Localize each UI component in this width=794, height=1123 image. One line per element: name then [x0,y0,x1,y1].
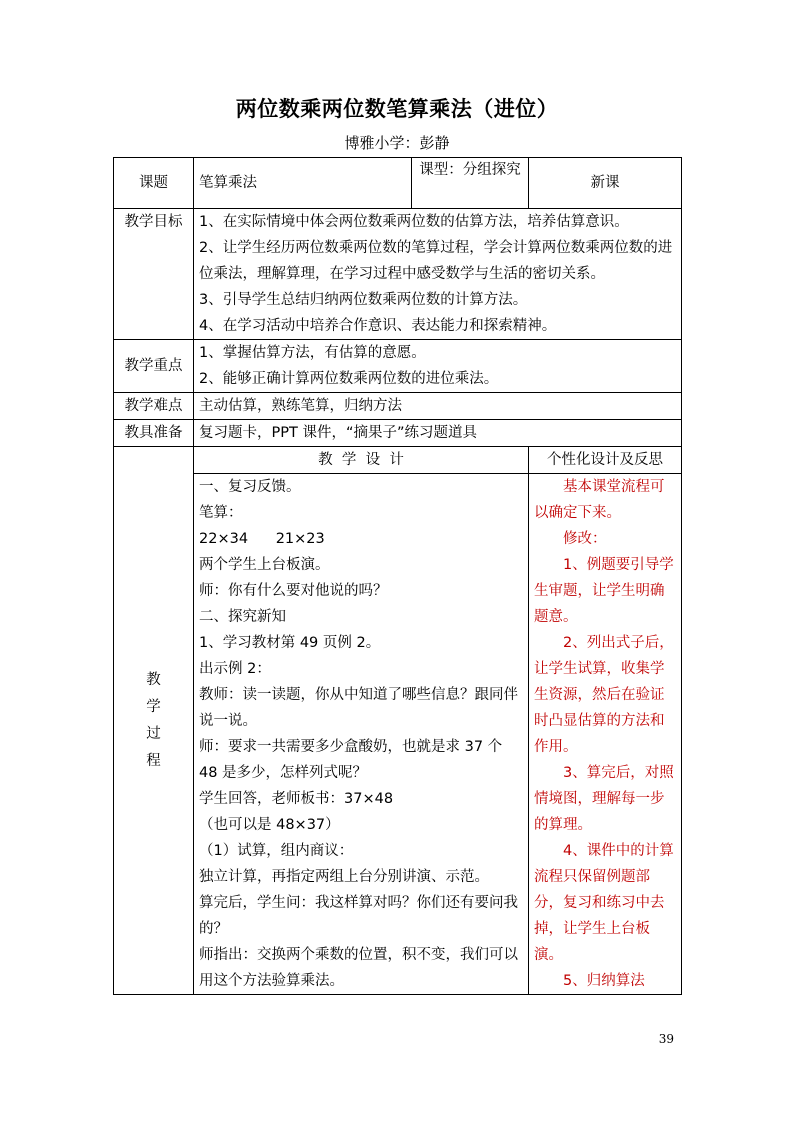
process-label-char: 程 [146,752,161,769]
author-line: 博雅小学：彭静 [344,134,450,152]
design-line: 师：你有什么要对他说的吗？ [199,583,388,599]
row-difficult-points [114,393,682,420]
row-key-points [114,340,682,393]
design-line: 独立计算，再指定两组上台分别讲演、示范。 [199,869,489,885]
design-line: 两个学生上台板演。 [199,557,330,573]
reflection-line: 4、课件中的计算流程只保留例题部分，复习和练习中去掉，让学生上台板演。 [534,843,674,963]
reflection-header: 个性化设计及反思 [529,447,682,474]
page-number: 39 [658,1032,674,1046]
reflection-line: 基本课堂流程可以确定下来。 [534,479,665,521]
key-point-item: 1、掌握估算方法，有估算的意愿。 [199,345,426,361]
design-line: 师指出：交换两个乘数的位置，积不变，我们可以用这个方法验算乘法。 [199,947,518,989]
design-line: （1）试算，组内商议： [199,843,354,859]
reflection-line: 3、算完后，对照情境图，理解每一步的算理。 [534,765,674,833]
design-header: 教 学 设 计 [194,447,529,474]
design-line: 二、探究新知 [199,609,286,625]
design-line: 出示例 2： [199,661,271,677]
design-line: 师：要求一共需要多少盒酸奶，也就是求 37 个 48 是多少，怎样列式呢？ [199,739,503,781]
row-goals [114,209,682,340]
reflection-line: 2、列出式子后，让学生试算，收集学生资源，然后在验证时凸显估算的方法和作用。 [534,635,674,755]
topic-label: 课题 [114,158,194,209]
goal-item: 4、在学习活动中培养合作意识、表达能力和探索精神。 [199,318,557,334]
key-points-label: 教学重点 [114,340,194,393]
topic-value: 笔算乘法 [194,158,412,209]
goal-item: 3、引导学生总结归纳两位数乘两位数的计算方法。 [199,292,528,308]
reflection-line: 1、例题要引导学生审题，让学生明确题意。 [534,557,674,625]
teaching-tools-content: 复习题卡，PPT 课件，“摘果子”练习题道具 [194,420,682,447]
row-teaching-tools [114,420,682,447]
design-content [194,474,529,995]
page-title: 两位数乘两位数笔算乘法（进位） [235,97,559,121]
lesson-plan-table [113,157,682,995]
reflection-line: 5、归纳算法 [563,973,645,989]
difficult-points-label: 教学难点 [114,393,194,420]
teaching-tools-label: 教具准备 [114,420,194,447]
goals-label: 教学目标 [114,209,194,340]
design-line: 一、复习反馈。 [199,479,301,495]
design-line: 笔算： [199,505,243,521]
design-line: （也可以是 48×37） [199,817,340,833]
reflection-content [529,474,682,995]
lesson-type-label: 课型：分组探究 [412,158,529,209]
process-label-char: 学 [146,698,161,715]
lesson-type-value: 新课 [529,158,682,209]
design-line: 学生回答，老师板书：37×48 [199,791,394,807]
process-label-char: 教 [146,671,161,688]
key-point-item: 2、能够正确计算两位数乘两位数的进位乘法。 [199,371,499,387]
row-topic [114,158,682,209]
goal-item: 2、让学生经历两位数乘两位数的笔算过程，学会计算两位数乘两位数的进位乘法，理解算理，在学习过程中感受数学与生活的密切关系。 [199,240,673,282]
design-line: 22×34 21×23 [199,531,325,547]
reflection-line: 修改： [563,531,607,547]
key-points-content [194,340,682,393]
process-label-char: 过 [146,725,161,742]
process-label [114,447,194,995]
row-process-body [114,474,682,995]
difficult-points-content: 主动估算，熟练笔算，归纳方法 [194,393,682,420]
design-line: 算完后，学生问：我这样算对吗？你们还有要问我的？ [199,895,518,937]
goals-content [194,209,682,340]
design-line: 教师：读一读题，你从中知道了哪些信息？跟同伴说一说。 [199,687,518,729]
design-line: 1、学习教材第 49 页例 2。 [199,635,381,651]
row-process-header [114,447,682,474]
goal-item: 1、在实际情境中体会两位数乘两位数的估算方法，培养估算意识。 [199,214,629,230]
